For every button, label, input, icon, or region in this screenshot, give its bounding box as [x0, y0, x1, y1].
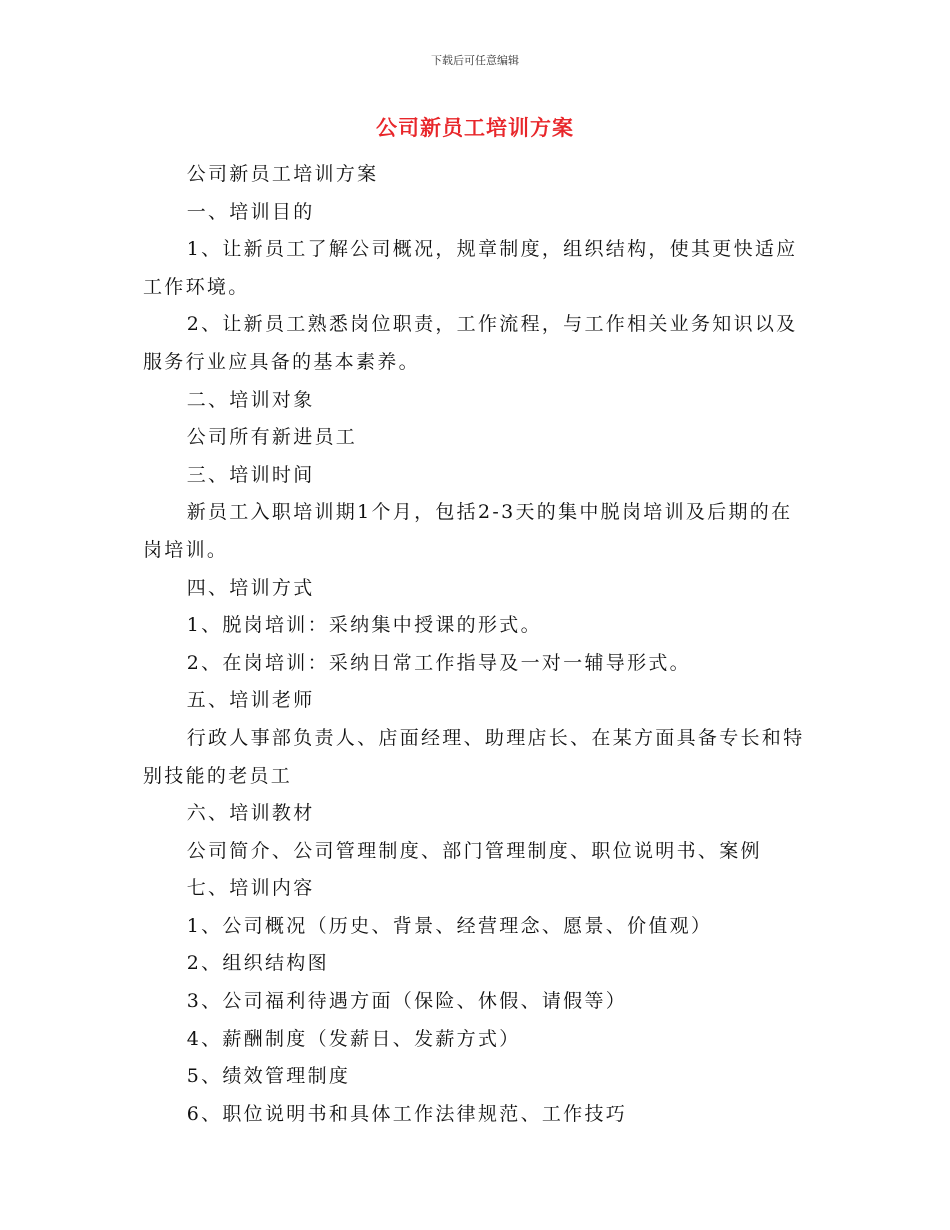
paragraph: 2、让新员工熟悉岗位职责，工作流程，与工作相关业务知识以及服务行业应具备的基本素养。 — [143, 313, 798, 373]
list-item: 5、绩效管理制度 — [186, 1065, 351, 1088]
section-heading: 六、培训教材 — [186, 802, 315, 825]
list-item: 4、薪酬制度（发薪日、发薪方式） — [186, 1027, 521, 1050]
paragraph: 1、让新员工了解公司概况，规章制度，组织结构，使其更快适应工作环境。 — [143, 238, 798, 298]
page-header: 下载后可任意编辑 — [431, 54, 519, 67]
document-body — [143, 156, 809, 1133]
paragraph: 1、脱岗培训：采纳集中授课的形式。 — [186, 614, 542, 637]
paragraph: 公司所有新进员工 — [186, 426, 358, 449]
list-item: 2、组织结构图 — [186, 952, 329, 975]
section-heading: 二、培训对象 — [186, 388, 315, 411]
paragraph: 公司简介、公司管理制度、部门管理制度、职位说明书、案例 — [186, 839, 762, 862]
section-heading: 四、培训方式 — [186, 576, 315, 599]
section-heading: 七、培训内容 — [186, 877, 315, 900]
list-item: 6、职位说明书和具体工作法律规范、工作技巧 — [186, 1102, 628, 1125]
paragraph: 新员工入职培训期1个月，包括2-3天的集中脱岗培训及后期的在岗培训。 — [143, 501, 793, 561]
section-heading: 三、培训时间 — [186, 463, 315, 486]
list-item: 3、公司福利待遇方面（保险、休假、请假等） — [186, 990, 628, 1013]
section-heading: 一、培训目的 — [186, 200, 315, 223]
paragraph: 行政人事部负责人、店面经理、助理店长、在某方面具备专长和特别技能的老员工 — [143, 726, 805, 787]
paragraph: 2、在岗培训：采纳日常工作指导及一对一辅导形式。 — [186, 651, 691, 674]
paragraph: 公司新员工培训方案 — [186, 163, 379, 185]
section-heading: 五、培训老师 — [186, 689, 315, 712]
document-title: 公司新员工培训方案 — [376, 116, 574, 140]
list-item: 1、公司概况（历史、背景、经营理念、愿景、价值观） — [186, 914, 713, 937]
